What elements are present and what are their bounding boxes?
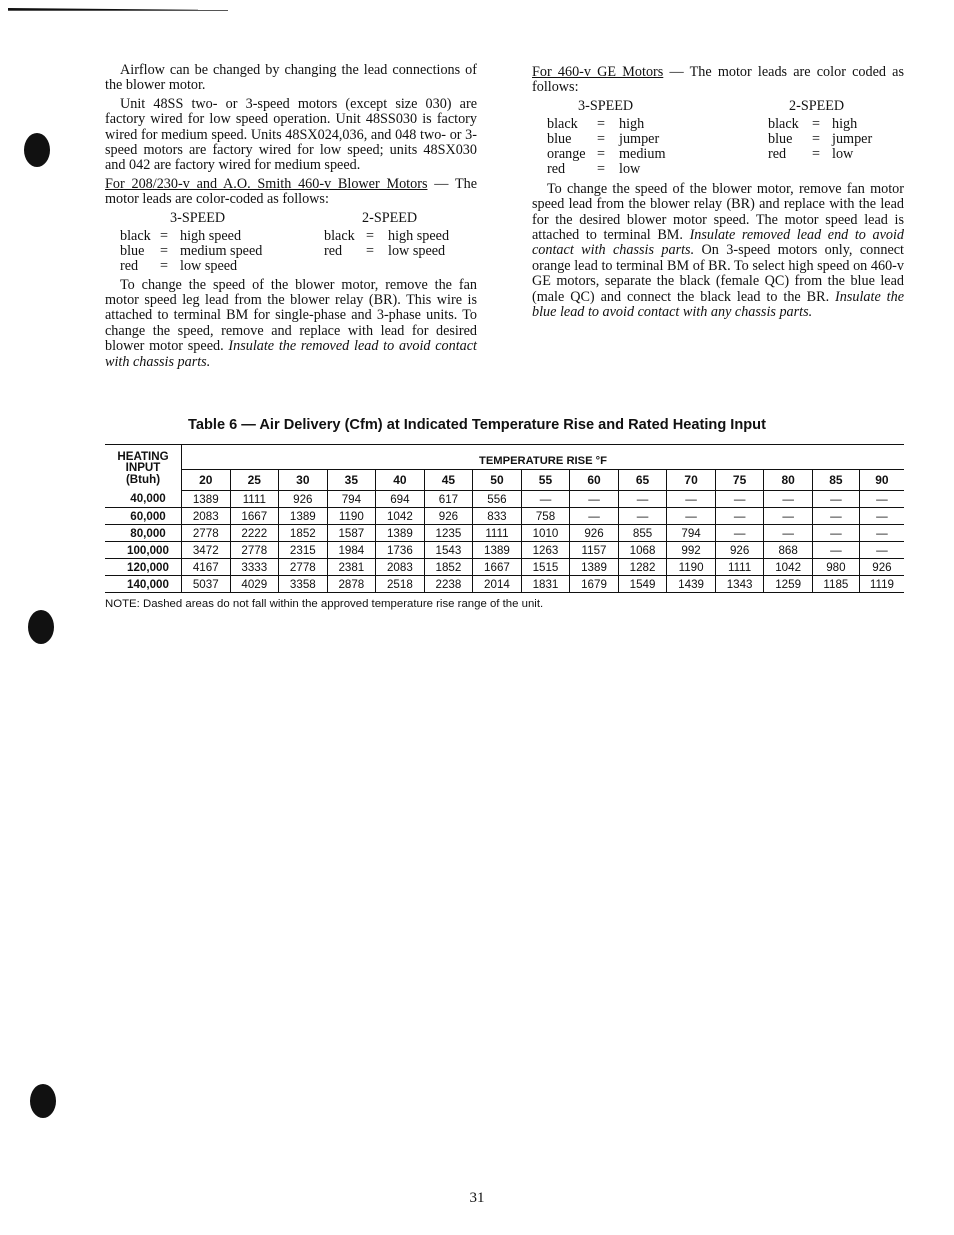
three-speed-row: black = high: [547, 115, 645, 132]
speed-legend-right: [532, 99, 904, 179]
motor-leads-intro: — The motor leads are color-coded as follows:: [105, 175, 477, 208]
heating-input-cell: 100,000: [105, 542, 182, 559]
table-row: [105, 559, 904, 576]
temperature-column-header: 40: [376, 470, 425, 491]
cfm-cell: 1389: [279, 508, 328, 525]
temperature-column-header: 75: [715, 470, 764, 491]
cfm-cell: 2878: [327, 576, 376, 593]
heating-input-cell: 80,000: [105, 525, 182, 542]
table-row: [105, 576, 904, 593]
cfm-cell: 1111: [715, 559, 764, 576]
cfm-cell: 1587: [327, 525, 376, 542]
cfm-cell: 1389: [182, 491, 231, 508]
temperature-columns-row: [105, 470, 904, 491]
cfm-cell: 926: [279, 491, 328, 508]
temperature-column-header: 50: [473, 470, 522, 491]
cfm-cell: 2778: [279, 559, 328, 576]
cfm-cell: —: [618, 508, 667, 525]
header-rule-thin: [8, 10, 228, 11]
cfm-cell: 4029: [230, 576, 279, 593]
cfm-cell: 758: [521, 508, 570, 525]
cfm-cell: 1282: [618, 559, 667, 576]
cfm-cell: 2083: [376, 559, 425, 576]
cfm-cell: 1343: [715, 576, 764, 593]
cfm-cell: 1190: [327, 508, 376, 525]
heading-460v-ge-motors: For 460-v GE Motors: [532, 64, 664, 80]
table-row: [105, 508, 904, 525]
temperature-column-header: 70: [667, 470, 716, 491]
cfm-cell: 794: [667, 525, 716, 542]
temperature-column-header: 55: [521, 470, 570, 491]
temperature-rise-header: TEMPERATURE RISE °F: [182, 445, 905, 470]
paragraph-ge-motors: [532, 65, 904, 96]
two-speed-row: black = high speed: [324, 227, 450, 244]
cfm-cell: 1010: [521, 525, 570, 542]
cfm-cell: —: [812, 508, 859, 525]
cfm-cell: 833: [473, 508, 522, 525]
paragraph-airflow: Airflow can be changed by changing the lead connections of the blower motor.: [105, 62, 477, 94]
three-speed-row: orange = medium: [547, 145, 666, 162]
heating-input-header: HEATING INPUT (Btuh): [105, 445, 182, 491]
cfm-cell: —: [570, 491, 619, 508]
cfm-cell: 1389: [473, 542, 522, 559]
cfm-cell: 2315: [279, 542, 328, 559]
cfm-cell: 1667: [473, 559, 522, 576]
two-speed-row: red = low speed: [324, 242, 446, 259]
cfm-cell: 926: [424, 508, 473, 525]
ge-motor-leads-intro: — The motor leads are color coded as follows:: [532, 64, 904, 96]
cfm-cell: 1831: [521, 576, 570, 593]
cfm-cell: 794: [327, 491, 376, 508]
heating-input-cell: 60,000: [105, 508, 182, 525]
binder-hole-top: [24, 133, 50, 167]
cfm-cell: 855: [618, 525, 667, 542]
heating-input-cell: 140,000: [105, 576, 182, 593]
cfm-cell: 868: [764, 542, 813, 559]
table-note: NOTE: Dashed areas do not fall within the approved temperature rise range of the unit.: [105, 598, 544, 610]
cfm-cell: —: [764, 525, 813, 542]
cfm-cell: 1543: [424, 542, 473, 559]
two-speed-header: 2-SPEED: [362, 209, 418, 226]
cfm-cell: —: [570, 508, 619, 525]
cfm-cell: —: [812, 491, 859, 508]
cfm-cell: —: [859, 491, 904, 508]
temperature-column-header: 85: [812, 470, 859, 491]
table-row: [105, 542, 904, 559]
temperature-column-header: 60: [570, 470, 619, 491]
temperature-column-header: 30: [279, 470, 328, 491]
cfm-cell: 2014: [473, 576, 522, 593]
cfm-cell: 992: [667, 542, 716, 559]
cfm-cell: —: [859, 508, 904, 525]
cfm-cell: 1235: [424, 525, 473, 542]
binder-hole-bottom: [30, 1084, 56, 1118]
cfm-cell: 2222: [230, 525, 279, 542]
right-column: [532, 65, 904, 323]
cfm-cell: —: [764, 491, 813, 508]
paragraph-change-speed-right: To change the speed of the blower motor, remove fan motor speed lead from the blower relay (BR) and replace with the lead for the desired blower motor speed. The motor speed lead is attached to terminal BM. Insulate removed lead end to avoid contact with chassis parts. On 3-speed motors only, connect orange lead to terminal BM of BR. To select high speed on 460-v GE motors, separate the black (female QC) from the blue lead (male QC) and connect the black lead to the BR. Insulate the blue lead to avoid contact with any chassis parts.: [532, 180, 904, 321]
cfm-cell: 3333: [230, 559, 279, 576]
cfm-cell: 694: [376, 491, 425, 508]
cfm-cell: 3358: [279, 576, 328, 593]
cfm-cell: 4167: [182, 559, 231, 576]
cfm-cell: 980: [812, 559, 859, 576]
cfm-cell: 1389: [376, 525, 425, 542]
two-speed-row: blue = jumper: [768, 130, 873, 147]
cfm-cell: 1667: [230, 508, 279, 525]
cfm-cell: 926: [715, 542, 764, 559]
paragraph-factory-wiring: Unit 48SS two- or 3-speed motors (except size 030) are factory wired for low speed operation. Unit 48SS030 is factory wired for medium speed. Units 48SX024,036, and 048 two- or 3-speed motors are factory wired for low speed; units 48SX030 and 042 are factory wired for medium speed.: [105, 95, 477, 174]
cfm-cell: 1439: [667, 576, 716, 593]
table-row: [105, 525, 904, 542]
cfm-cell: 2238: [424, 576, 473, 593]
table-title: Table 6 — Air Delivery (Cfm) at Indicated Temperature Rise and Rated Heating Input: [188, 417, 766, 433]
cfm-cell: 1185: [812, 576, 859, 593]
cfm-cell: —: [715, 525, 764, 542]
cfm-cell: —: [764, 508, 813, 525]
cfm-cell: 617: [424, 491, 473, 508]
temperature-column-header: 90: [859, 470, 904, 491]
cfm-cell: 556: [473, 491, 522, 508]
cfm-cell: 1736: [376, 542, 425, 559]
cfm-cell: —: [667, 508, 716, 525]
cfm-cell: 1852: [279, 525, 328, 542]
cfm-cell: 1549: [618, 576, 667, 593]
cfm-cell: 1515: [521, 559, 570, 576]
cfm-cell: —: [715, 508, 764, 525]
cfm-cell: 1042: [376, 508, 425, 525]
cfm-cell: —: [812, 542, 859, 559]
cfm-cell: 1259: [764, 576, 813, 593]
cfm-cell: 1190: [667, 559, 716, 576]
table-body: [105, 491, 904, 593]
cfm-cell: 2778: [230, 542, 279, 559]
three-speed-row: blue = medium speed: [120, 242, 263, 259]
cfm-cell: —: [715, 491, 764, 508]
cfm-cell: —: [812, 525, 859, 542]
cfm-cell: 1389: [570, 559, 619, 576]
cfm-cell: 2083: [182, 508, 231, 525]
heating-input-cell: 120,000: [105, 559, 182, 576]
cfm-cell: 1852: [424, 559, 473, 576]
cfm-cell: 1157: [570, 542, 619, 559]
cfm-cell: —: [618, 491, 667, 508]
binder-hole-middle: [28, 610, 54, 644]
two-speed-row: red = low: [768, 145, 854, 162]
header-rule: [8, 6, 228, 12]
two-speed-header: 2-SPEED: [789, 97, 845, 114]
paragraph-change-speed-left: To change the speed of the blower motor, remove the fan motor speed leg lead from the blower relay (BR). This wire is attached to terminal BM for single-phase and 3-phase units. To change the speed, remove and replace with lead for desired blower motor speed. Insulate the removed lead to avoid contact with chassis parts.: [105, 276, 477, 370]
cfm-cell: 926: [859, 559, 904, 576]
three-speed-row: red = low speed: [120, 257, 238, 274]
heading-208-230v-motors: For 208/230-v and A.O. Smith 460-v Blower Motors: [105, 175, 428, 192]
temperature-column-header: 80: [764, 470, 813, 491]
cfm-cell: 5037: [182, 576, 231, 593]
cfm-cell: 1263: [521, 542, 570, 559]
cfm-cell: 926: [570, 525, 619, 542]
cfm-cell: —: [521, 491, 570, 508]
cfm-cell: 1068: [618, 542, 667, 559]
cfm-cell: 1111: [473, 525, 522, 542]
cfm-cell: 2381: [327, 559, 376, 576]
temperature-column-header: 20: [182, 470, 231, 491]
temperature-column-header: 45: [424, 470, 473, 491]
heating-input-cell: 40,000: [105, 491, 182, 508]
cfm-cell: 1119: [859, 576, 904, 593]
cfm-cell: —: [859, 542, 904, 559]
cfm-cell: 1984: [327, 542, 376, 559]
speed-legend-left: [105, 211, 477, 275]
left-column: [105, 63, 477, 373]
air-delivery-table: [105, 444, 904, 593]
three-speed-header: 3-SPEED: [578, 97, 634, 114]
cfm-cell: 2518: [376, 576, 425, 593]
cfm-cell: 1042: [764, 559, 813, 576]
two-speed-row: black = high: [768, 115, 858, 132]
paragraph-motor-leads: [105, 177, 477, 208]
three-speed-row: blue = jumper: [547, 130, 660, 147]
temperature-column-header: 25: [230, 470, 279, 491]
cfm-cell: —: [667, 491, 716, 508]
three-speed-header: 3-SPEED: [170, 209, 226, 226]
table-row: [105, 491, 904, 508]
cfm-cell: 2778: [182, 525, 231, 542]
temperature-column-header: 65: [618, 470, 667, 491]
cfm-cell: 1679: [570, 576, 619, 593]
page-number: 31: [469, 1190, 485, 1206]
three-speed-row: red = low: [547, 160, 641, 177]
temperature-column-header: 35: [327, 470, 376, 491]
cfm-cell: —: [859, 525, 904, 542]
three-speed-row: black = high speed: [120, 227, 242, 244]
cfm-cell: 3472: [182, 542, 231, 559]
cfm-cell: 1111: [230, 491, 279, 508]
